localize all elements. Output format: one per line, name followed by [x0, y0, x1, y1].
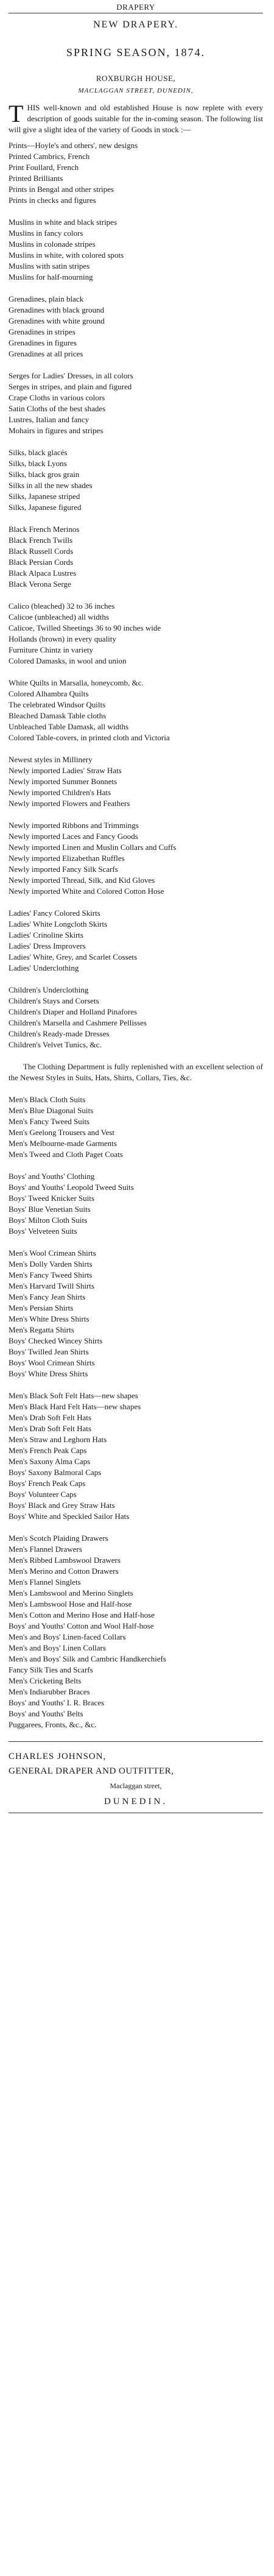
list-item: Men's Wool Crimean Shirts: [9, 1248, 96, 1258]
item-group: [9, 908, 263, 974]
headline: NEW DRAPERY.: [93, 19, 178, 30]
list-item: Grenadines in stripes: [9, 327, 76, 336]
list-item: Boys' White and Speckled Sailor Hats: [9, 1512, 130, 1521]
list-item: Grenadines in figures: [9, 338, 77, 347]
list-item: Black Persian Cords: [9, 557, 74, 567]
list-item: Ladies' Crinoline Skirts: [9, 930, 83, 939]
list-item: Boys' and Youths' Clothing: [9, 1172, 95, 1181]
item-group: [9, 601, 263, 667]
list-item: Newly imported Laces and Fancy Goods: [9, 832, 138, 841]
list-item: Ladies' Fancy Colored Skirts: [9, 908, 100, 918]
list-item: Ladies' Underclothing: [9, 963, 79, 972]
list-item: Boys' and Youths' I. R. Braces: [9, 1698, 105, 1707]
list-item: Newly imported Children's Hats: [9, 788, 111, 797]
signature-name: HARLES JOHNSON,: [15, 1752, 107, 1761]
list-item: Men's Ribbed Lambswool Drawers: [9, 1555, 121, 1565]
list-item: Newly imported Ladies' Straw Hats: [9, 766, 122, 775]
list-item: Men's Dolly Varden Shirts: [9, 1259, 93, 1269]
list-item: Boys' Wool Crimean Shirts: [9, 1358, 95, 1367]
list-item: Muslins in white, with colored spots: [9, 250, 124, 260]
list-item: Black French Merinos: [9, 525, 80, 534]
list-item: Newly imported Linen and Muslin Collars and Cuffs: [9, 843, 177, 852]
item-group: [9, 1171, 263, 1237]
list-item: Black Russell Cords: [9, 547, 74, 556]
list-item: Men's Fancy Tweed Suits: [9, 1117, 90, 1126]
list-item: Serges in stripes, and plain and figured: [9, 382, 132, 391]
list-item: Print Foullard, French: [9, 163, 79, 172]
item-group: [9, 294, 263, 359]
list-item: Boys' Volunteer Caps: [9, 1490, 77, 1499]
list-item: Lustres, Italian and fancy: [9, 415, 90, 424]
season-heading: SPRING SEASON, 1874.: [66, 46, 206, 58]
signature-name-line: [9, 1749, 263, 1764]
list-item: Men's Persian Shirts: [9, 1303, 74, 1312]
list-item: Colored Damasks, in wool and union: [9, 656, 127, 665]
item-group: [9, 820, 263, 897]
list-item: Printed Cambrics, French: [9, 152, 90, 161]
list-item: Silks, black Lyons: [9, 459, 67, 468]
list-item: Men's Harvard Twill Shirts: [9, 1281, 94, 1290]
list-item: Muslins for half-mourning: [9, 272, 93, 281]
list-item: Grenadines at all prices: [9, 349, 83, 358]
signature-block: [9, 1749, 263, 1810]
list-item: Men's Blue Diagonal Suits: [9, 1106, 94, 1115]
list-item: Men's Tweed and Cloth Paget Coats: [9, 1150, 123, 1159]
list-item: Men's French Peak Caps: [9, 1446, 87, 1455]
item-group: [9, 985, 263, 1050]
list-item: Newly imported Flowers and Feathers: [9, 799, 130, 808]
list-item: Hollands (brown) in every quality: [9, 634, 116, 643]
list-item: Grenadines with black ground: [9, 305, 105, 314]
list-item: Calicoe, Twilled Sheetings 36 to 90 inches wide: [9, 623, 161, 632]
list-item: Men's Regatta Shirts: [9, 1325, 74, 1334]
list-item: Men's Black Cloth Suits: [9, 1095, 86, 1104]
list-item: Men's Lambswool Hose and Half-hose: [9, 1599, 132, 1608]
list-item: Men's Fancy Jean Shirts: [9, 1292, 86, 1301]
list-item: Boys' Twilled Jean Shirts: [9, 1347, 89, 1356]
list-item: Men's Cotton and Merino Hose and Half-hose: [9, 1610, 155, 1619]
list-item: Muslins in white and black stripes: [9, 218, 118, 227]
item-group: [9, 754, 263, 809]
list-item: Children's Stays and Corsets: [9, 996, 99, 1005]
list-item: Ladies' Dress Improvers: [9, 941, 86, 950]
list-item: Printed Brilliants: [9, 174, 63, 183]
clothing-list: [9, 1094, 263, 1730]
list-item: Black French Twills: [9, 536, 73, 545]
list-item: Men's Merino and Cotton Drawers: [9, 1566, 119, 1576]
list-item: Boys' Velveteen Suits: [9, 1226, 77, 1236]
list-item: Men's Lambswool and Merino Singlets: [9, 1588, 133, 1598]
product-list: [9, 140, 263, 1050]
list-item: Boys' Tweed Knicker Suits: [9, 1194, 94, 1203]
list-item: Men's and Boys' Linen-faced Collars: [9, 1632, 126, 1641]
list-item: Satin Cloths of the best shades: [9, 404, 106, 413]
list-item: Ladies' White, Grey, and Scarlet Cossets: [9, 952, 138, 961]
list-item: Prints—Hoyle's and others', new designs: [9, 141, 138, 150]
signature-dropcap: C: [9, 1752, 16, 1761]
list-item: Boys' and Youths' Leopold Tweed Suits: [9, 1183, 134, 1192]
list-item: Men's Black Soft Felt Hats—new shapes: [9, 1391, 138, 1400]
store-address: MACLAGGAN STREET, DUNEDIN,: [78, 87, 194, 94]
list-item: Silks, Japanese figured: [9, 503, 82, 512]
list-item: Newly imported Elizabethan Ruffles: [9, 854, 125, 863]
list-item: Newly imported Thread, Silk, and Kid Gloves: [9, 876, 155, 885]
list-item: Boys' and Youths' Belts: [9, 1709, 83, 1718]
list-item: Furniture Chintz in variety: [9, 645, 94, 654]
list-item: Prints in checks and figures: [9, 196, 96, 205]
list-item: Children's Diaper and Holland Pinafores: [9, 1007, 138, 1016]
item-group: [9, 217, 263, 283]
list-item: Men's Drab Soft Felt Hats: [9, 1413, 91, 1422]
list-item: Men's Straw and Leghorn Hats: [9, 1435, 107, 1444]
list-item: Men's Flannel Drawers: [9, 1545, 82, 1554]
list-item: Unbleached Table Damask, all widths: [9, 722, 129, 731]
intro-dropcap: T: [9, 100, 24, 127]
item-group: [9, 1390, 263, 1522]
intro-paragraph: [9, 102, 263, 135]
list-item: Boys' Checked Wincey Shirts: [9, 1336, 103, 1345]
list-item: Muslins with satin stripes: [9, 261, 90, 271]
list-item: Prints in Bengal and other stripes: [9, 185, 114, 194]
list-item: Grenadines, plain black: [9, 294, 84, 303]
list-item: Serges for Ladies' Dresses, in all colors: [9, 371, 133, 380]
list-item: Men's Black Hard Felt Hats—new shapes: [9, 1402, 141, 1411]
list-item: Puggarees, Fronts, &c., &c.: [9, 1720, 97, 1729]
list-item: Black Alpaca Lustres: [9, 568, 77, 578]
list-item: Silks, black glacés: [9, 448, 68, 457]
intro-text: HIS well-known and old established House is now replete with every description of goods suitable for the in-coming season. The following list will give a slight idea of the variety of Goods in stock :—: [9, 103, 263, 134]
list-item: Colored Table-covers, in printed cloth and Victoria: [9, 733, 170, 742]
list-item: Boys' and Youths' Cotton and Wool Half-hose: [9, 1621, 154, 1630]
list-item: Men's Drab Soft Felt Hats: [9, 1424, 91, 1433]
signature-street: Maclaggan street,: [110, 1782, 162, 1790]
list-item: Men's and Boys' Linen Collars: [9, 1643, 106, 1652]
list-item: Boys' Saxony Balmoral Caps: [9, 1468, 102, 1477]
list-item: Fancy Silk Ties and Scarfs: [9, 1665, 93, 1674]
list-item: White Quilts in Marsalla, honeycomb, &c.: [9, 678, 144, 687]
list-item: Silks, black gros grain: [9, 470, 80, 479]
list-item: Children's Underclothing: [9, 985, 89, 994]
list-item: Silks, Japanese striped: [9, 492, 80, 501]
list-item: Children's Ready-made Dresses: [9, 1029, 110, 1038]
store-name: ROXBURGH HOUSE,: [96, 74, 176, 83]
list-item: Boys' Milton Cloth Suits: [9, 1215, 88, 1225]
list-item: Muslins in colonade stripes: [9, 239, 96, 249]
section-title: DRAPERY: [116, 2, 155, 12]
list-item: Men's Cricketing Belts: [9, 1676, 82, 1685]
list-item: Children's Velvet Tunics, &c.: [9, 1040, 102, 1049]
signature-city: DUNEDIN.: [104, 1797, 168, 1806]
list-item: Men's Fancy Tweed Shirts: [9, 1270, 93, 1279]
item-group: [9, 1094, 263, 1160]
list-item: Newly imported Summer Bonnets: [9, 777, 118, 786]
list-item: Boys' Black and Grey Straw Hats: [9, 1501, 115, 1510]
item-group: [9, 140, 263, 206]
list-item: Newly imported Ribbons and Trimmings: [9, 821, 139, 830]
list-item: Boys' Blue Venetian Suits: [9, 1205, 91, 1214]
list-item: Newest styles in Millinery: [9, 755, 93, 764]
list-item: Grenadines with white ground: [9, 316, 105, 325]
list-item: Newly imported White and Colored Cotton Hose: [9, 886, 164, 896]
list-item: Men's Geelong Trousers and Vest: [9, 1128, 114, 1137]
list-item: The celebrated Windsor Quilts: [9, 700, 106, 709]
list-item: Muslins in fancy colors: [9, 228, 83, 238]
list-item: Men's Indiarubber Braces: [9, 1687, 90, 1696]
list-item: Calico (bleached) 32 to 36 inches: [9, 601, 115, 610]
item-group: [9, 678, 263, 743]
item-group: [9, 370, 263, 436]
list-item: Ladies' White Longcloth Skirts: [9, 919, 108, 929]
list-item: Men's Melbourne-made Garments: [9, 1139, 117, 1148]
list-item: Children's Marsella and Cashmere Pellisses: [9, 1018, 147, 1027]
list-item: Men's and Boys' Silk and Cambric Handkerchiefs: [9, 1654, 166, 1663]
item-group: [9, 1248, 263, 1379]
list-item: Boys' French Peak Caps: [9, 1479, 86, 1488]
item-group: [9, 524, 263, 590]
list-item: Colored Alhambra Quilts: [9, 689, 89, 698]
signature-separator: [9, 1741, 263, 1742]
list-item: Men's Saxony Alma Caps: [9, 1457, 91, 1466]
list-item: Black Verona Serge: [9, 579, 71, 589]
list-item: Men's White Dress Shirts: [9, 1314, 90, 1323]
item-group: [9, 447, 263, 513]
list-item: Boys' White Dress Shirts: [9, 1369, 88, 1378]
list-item: Crape Cloths in various colors: [9, 393, 105, 402]
list-item: Mohairs in figures and stripes: [9, 426, 104, 435]
item-group: [9, 1533, 263, 1730]
clothing-intro: The Clothing Department is fully replenished with an excellent selection of the Newest Styles in Suits, Hats, Shirts, Collars, Ties, &c.: [9, 1062, 263, 1082]
list-item: Silks in all the new shades: [9, 481, 93, 490]
list-item: Men's Scotch Plaiding Drawers: [9, 1534, 108, 1543]
list-item: Bleached Damask Table cloths: [9, 711, 107, 720]
list-item: Calicoe (unbleached) all widths: [9, 612, 109, 621]
list-item: Men's Flannel Singlets: [9, 1577, 81, 1587]
list-item: Newly imported Fancy Silk Scarfs: [9, 865, 118, 874]
signature-title: GENERAL DRAPER AND OUTFITTER,: [9, 1766, 174, 1776]
